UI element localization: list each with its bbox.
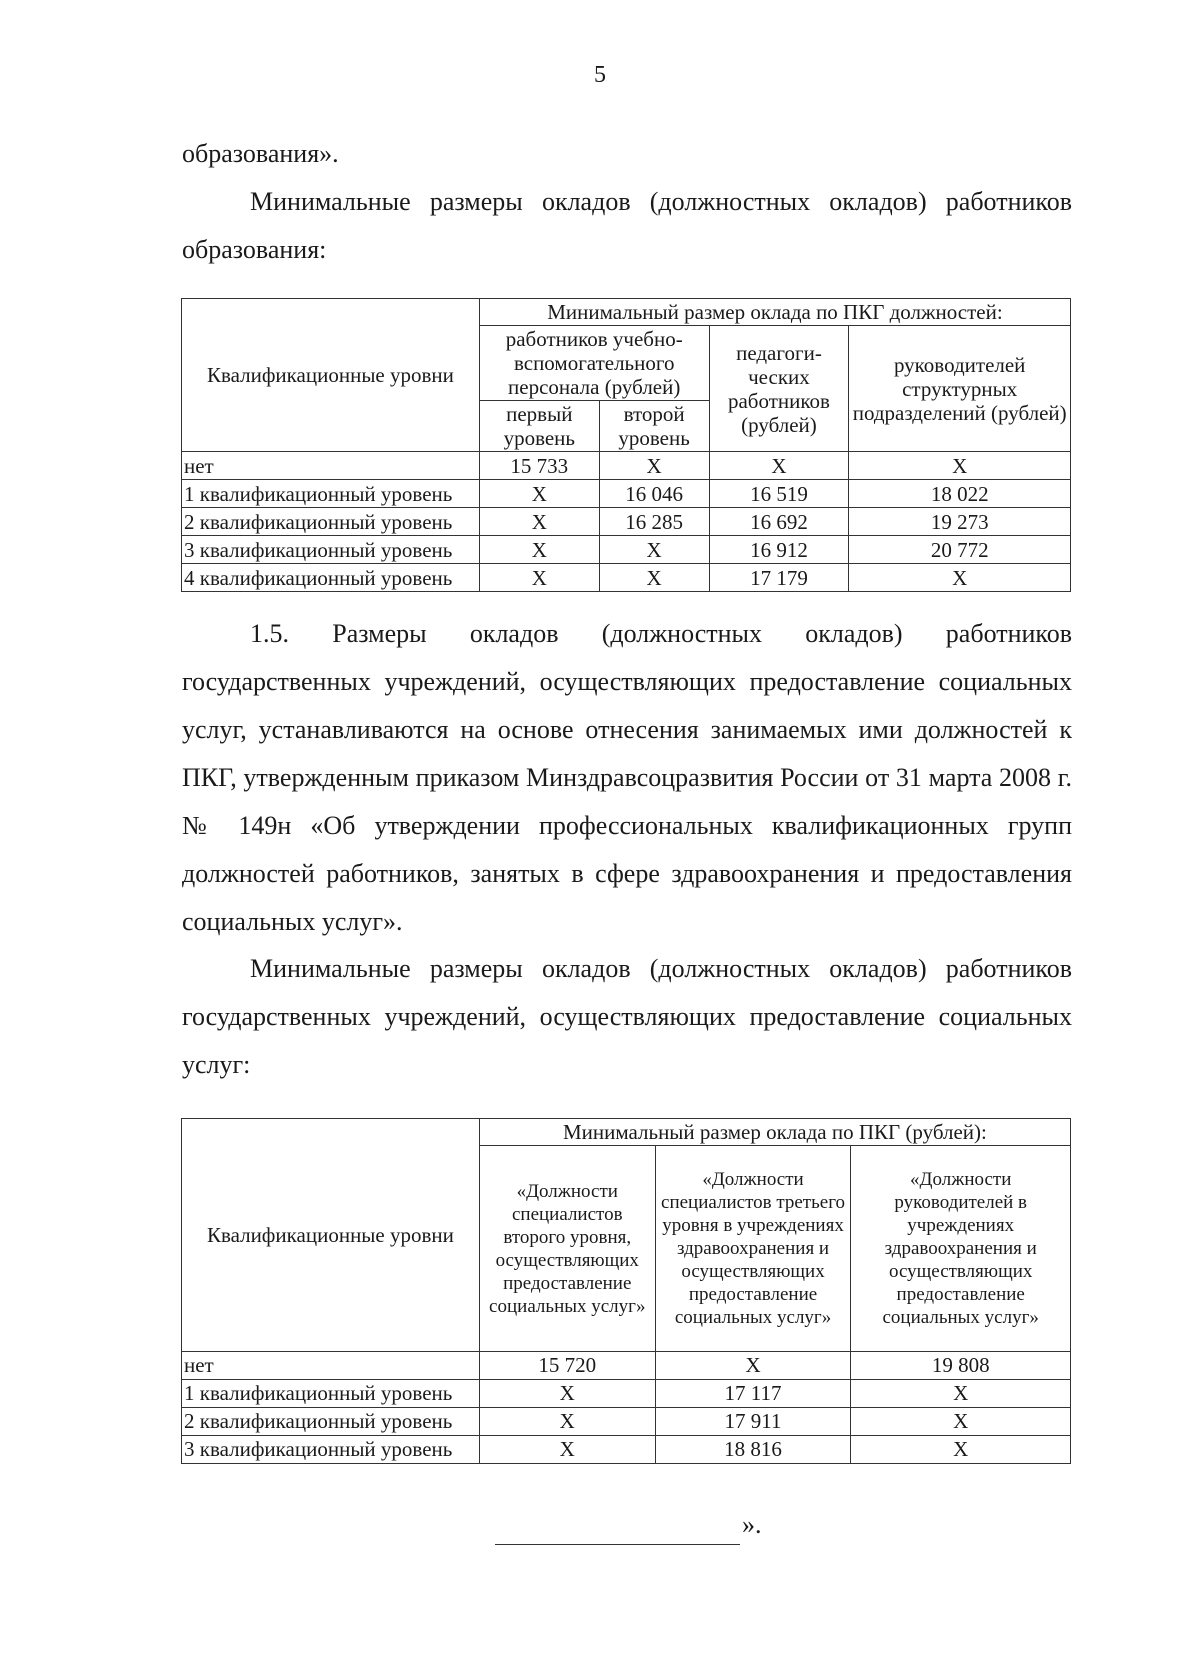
cell-second: 16 046: [599, 480, 709, 508]
cell-heads: X: [849, 564, 1071, 592]
cell-level: 1 квалификационный уровень: [182, 480, 480, 508]
cell-level: 4 квалификационный уровень: [182, 564, 480, 592]
cell-second: X: [599, 452, 709, 480]
header-specialists-second-level: «Должности специалистов второго уровня, осуществляющих предоставление социальных услуг»: [479, 1146, 655, 1352]
cell-spec3: 18 816: [655, 1436, 851, 1464]
header-second-level: второй уровень: [599, 401, 709, 452]
cell-spec2: X: [479, 1408, 655, 1436]
education-salary-table: [181, 298, 1071, 592]
cell-level: 2 квалификационный уровень: [182, 508, 480, 536]
cell-heads: X: [851, 1380, 1071, 1408]
table-row: [182, 452, 1071, 480]
cell-first: X: [479, 508, 599, 536]
table-row: [182, 1408, 1071, 1436]
cell-first: X: [479, 536, 599, 564]
cell-level: 2 квалификационный уровень: [182, 1408, 480, 1436]
header-unit-heads: руководителей структурных подразделений (рублей): [849, 326, 1071, 452]
cell-first: X: [479, 480, 599, 508]
header-heads: «Должности руководителей в учреждениях здравоохранения и осуществляющих предоставление социальных услуг»: [851, 1146, 1071, 1352]
closing-quote: ».: [742, 1510, 762, 1539]
paragraph-min-edu: Минимальные размеры окладов (должностных окладов) работников образования:: [182, 187, 1072, 264]
paragraph-intro-end: образования».: [182, 139, 339, 168]
header-first-level: первый уровень: [479, 401, 599, 452]
header-qualification-levels: Квалификационные уровни: [182, 299, 480, 452]
social-services-salary-table: [181, 1118, 1071, 1464]
cell-heads: 20 772: [849, 536, 1071, 564]
cell-first: X: [479, 564, 599, 592]
table-row: [182, 1436, 1071, 1464]
cell-spec3: 17 117: [655, 1380, 851, 1408]
table-row: [182, 1352, 1071, 1380]
cell-ped: 16 912: [709, 536, 849, 564]
table-row: [182, 480, 1071, 508]
cell-second: X: [599, 536, 709, 564]
header-pedagogical: педагоги-ческих работников (рублей): [709, 326, 849, 452]
cell-spec2: X: [479, 1380, 655, 1408]
cell-heads: 19 808: [851, 1352, 1071, 1380]
cell-heads: 18 022: [849, 480, 1071, 508]
cell-ped: 16 519: [709, 480, 849, 508]
paragraph-section-1-5: 1.5. Размеры окладов (должностных окладов) работников государственных учреждений, осуществляющих предоставление социальных услуг, устанавливаются на основе отнесения занимаемых ими должностей к ПКГ, утвержденным приказом Минздравсоцразвития России от 31 марта 2008 г. № 149н «Об утверждении профессиональных квалификационных групп должностей работников, занятых в сфере здравоохранения и предоставления социальных услуг».: [182, 619, 1072, 936]
header-qualification-levels: Квалификационные уровни: [182, 1119, 480, 1352]
closing-rule: [495, 1518, 740, 1545]
table-row: [182, 536, 1071, 564]
cell-heads: 19 273: [849, 508, 1071, 536]
cell-ped: X: [709, 452, 849, 480]
cell-heads: X: [851, 1408, 1071, 1436]
cell-ped: 17 179: [709, 564, 849, 592]
cell-spec3: X: [655, 1352, 851, 1380]
cell-second: 16 285: [599, 508, 709, 536]
cell-level: 1 квалификационный уровень: [182, 1380, 480, 1408]
header-min-salary: Минимальный размер оклада по ПКГ (рублей):: [479, 1119, 1070, 1146]
cell-spec3: 17 911: [655, 1408, 851, 1436]
header-min-salary: Минимальный размер оклада по ПКГ должностей:: [479, 299, 1070, 326]
cell-level: нет: [182, 1352, 480, 1380]
cell-first: 15 733: [479, 452, 599, 480]
table-row: [182, 508, 1071, 536]
cell-spec2: X: [479, 1436, 655, 1464]
cell-ped: 16 692: [709, 508, 849, 536]
cell-level: 3 квалификационный уровень: [182, 1436, 480, 1464]
cell-spec2: 15 720: [479, 1352, 655, 1380]
cell-level: 3 квалификационный уровень: [182, 536, 480, 564]
cell-heads: X: [849, 452, 1071, 480]
table-row: [182, 1380, 1071, 1408]
cell-heads: X: [851, 1436, 1071, 1464]
page-number: 5: [594, 62, 606, 88]
paragraph-min-social: Минимальные размеры окладов (должностных окладов) работников государственных учреждений, осуществляющих предоставление социальных услуг:: [182, 954, 1072, 1079]
table-row: [182, 564, 1071, 592]
header-support-staff: работников учебно-вспомогательного персонала (рублей): [479, 326, 709, 401]
header-specialists-third-level: «Должности специалистов третьего уровня в учреждениях здравоохранения и осуществляющих предоставление социальных услуг»: [655, 1146, 851, 1352]
cell-level: нет: [182, 452, 480, 480]
cell-second: X: [599, 564, 709, 592]
